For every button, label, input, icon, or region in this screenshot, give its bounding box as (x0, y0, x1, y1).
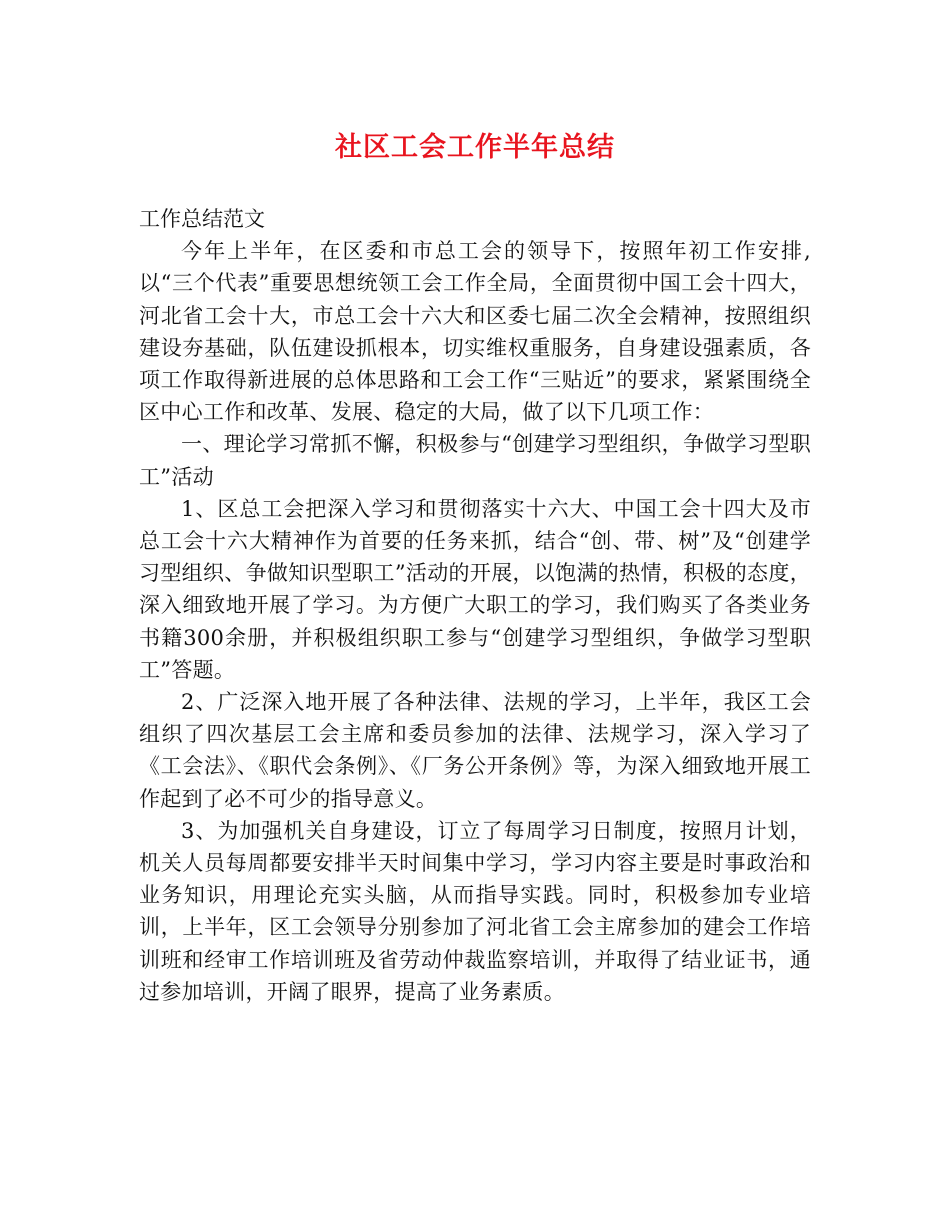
paragraph-item-2: 2、广泛深入地开展了各种法律、法规的学习，上半年，我区工会组织了四次基层工会主席和委员参加的法律、法规学习，深入学习了《工会法》、《职代会条例》、《厂务公开条例》等，为深入细致地开展工作起到了必不可少的指导意义。 (139, 690, 811, 811)
paragraph-item-1: 1、区总工会把深入学习和贯彻落实十六大、中国工会十四大及市总工会十六大精神作为首要的任务来抓，结合“创、带、树”及“创建学习型组织、争做知识型职工”活动的开展，以饱满的热情，积极的态度，深入细致地开展了学习。为方便广大职工的学习，我们购买了各类业务书籍300余册，并积极组织职工参与“创建学习型组织，争做学习型职工”答题。 (139, 496, 811, 682)
paragraph-intro: 今年上半年，在区委和市总工会的领导下，按照年初工作安排,以“三个代表”重要思想统领工会工作全局，全面贯彻中国工会十四大，河北省工会十大，市总工会十六大和区委七届二次全会精神，按照组织建设夯基础，队伍建设抓根本，切实维权重服务，自身建设强素质，各项工作取得新进展的总体思路和工会工作“三贴近”的要求，紧紧围绕全区中心工作和改革、发展、稳定的大局，做了以下几项工作： (139, 239, 811, 425)
document-title: 社区工会工作半年总结 (335, 132, 615, 163)
document-subtitle: 工作总结范文 (139, 207, 265, 231)
document-body (139, 203, 811, 1008)
section-heading-1: 一、理论学习常抓不懈，积极参与“创建学习型组织，争做学习型职工”活动 (139, 432, 811, 489)
paragraph-item-3: 3、为加强机关自身建设，订立了每周学习日制度，按照月计划，机关人员每周都要安排半天时间集中学习，学习内容主要是时事政治和业务知识，用理论充实头脑，从而指导实践。同时，积极参加专业培训，上半年，区工会领导分别参加了河北省工会主席参加的建会工作培训班和经审工作培训班及省劳动仲裁监察培训，并取得了结业证书，通过参加培训，开阔了眼界，提高了业务素质。 (139, 818, 811, 1004)
